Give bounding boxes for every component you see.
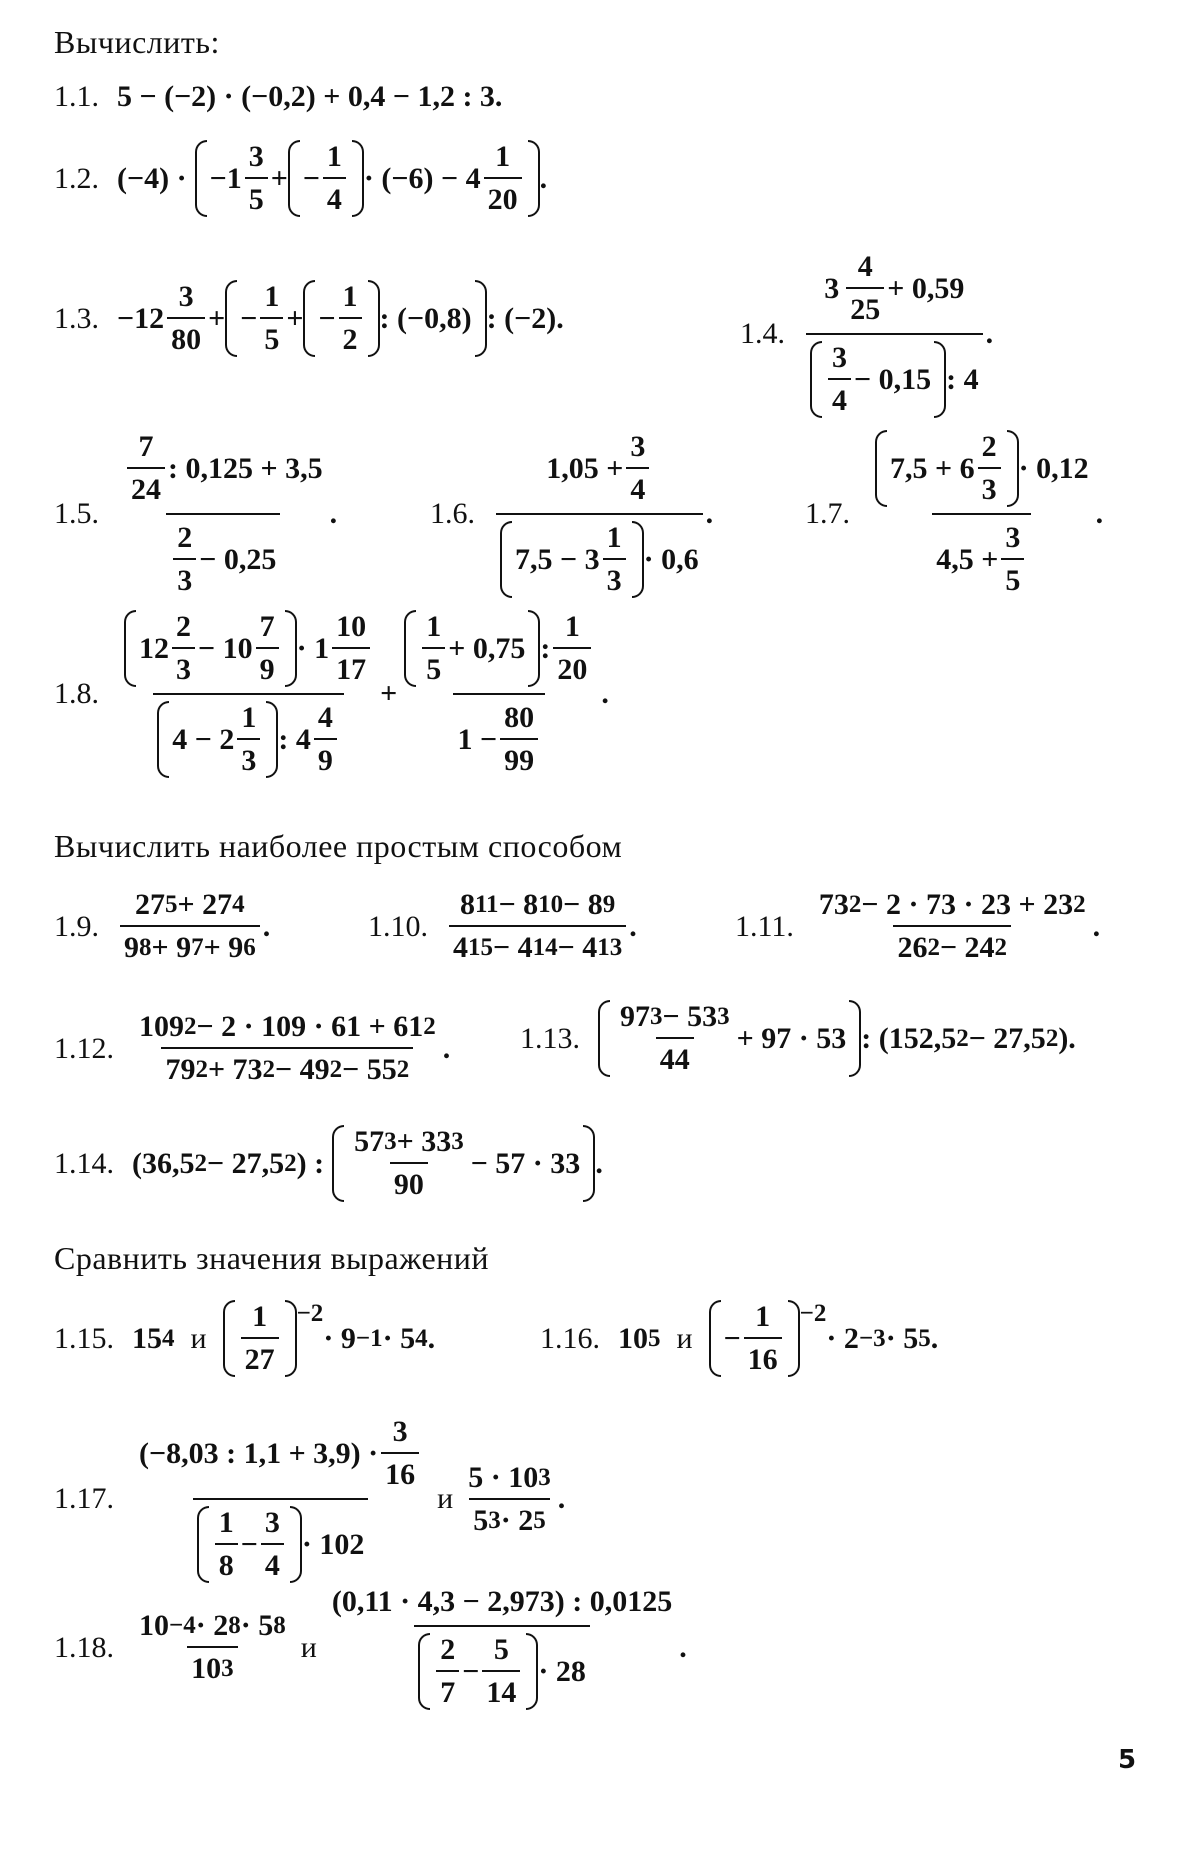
expression: 15 4 и $\frac{1}{27}$ $^{-2}$ · 9 $_{-1}$ · 5 4 .	[132, 1300, 436, 1376]
problem-number: 1.11.	[735, 909, 794, 943]
expression: 5 − (−2) · (−0,2) + 0,4 − 1,2 : 3.	[117, 80, 503, 113]
problem-number: 1.17.	[54, 1482, 114, 1515]
heading-simplest: Вычислить наиболее простым способом	[54, 828, 623, 864]
problem-1-12	[54, 1010, 450, 1087]
expression: $\frac{7}{24}$ : 0,125 + 3,5 $\frac{2}{3}$ − 0,25 .	[117, 430, 337, 598]
problem-number: 1.12.	[54, 1031, 114, 1065]
problem-1-16	[540, 1300, 938, 1377]
expression: 27 5 + 27 4 9 8 + 9 7 + 9 6 .	[117, 888, 270, 965]
problem-number: 1.1.	[54, 80, 99, 113]
problem-number: 1.2.	[54, 161, 99, 195]
expression: 109 2 − 2 · 109 · 61 + 61 2 79 2 + 73 2 − 49 2 − 55 2 .	[139, 1010, 451, 1086]
problem-number: 1.10.	[368, 909, 428, 943]
expression: 10 5 и − $\frac{1}{16}$ $^{-2}$ · 2 $_{-3}$ · 5 5 .	[618, 1300, 939, 1376]
problem-1-2	[54, 140, 547, 217]
expression: 8 11 − 8 10 − 8 9 4 15 − 4 14 − 4 13 .	[446, 888, 637, 965]
problem-1-15	[54, 1300, 435, 1377]
problem-1-7	[805, 430, 1103, 598]
expression: (−8,03 : 1,1 + 3,9) · $\frac{3}{16}$ $\frac{1}{8}$ − $\frac{3}{4}$ · 102 и 5 · 10 3 5 3 · 2 5 .	[139, 1415, 566, 1582]
problem-number: 1.14.	[54, 1146, 114, 1180]
problem-number: 1.4.	[740, 317, 785, 350]
expression: 12 $\frac{2}{3}$ − 10 $\frac{7}{9}$ · 1 $\frac{10}{17}$ 4 − 2 $\frac{1}{3}$ : 4 $\frac{4}{9}$ + $\frac{1}{5}$ + 0,75 : $\frac{1}{20}$ 1 − $\frac{80}{99}$ .	[117, 610, 609, 778]
expression: (36,5 2 − 27,5 2 ) : 57 3 + 33 3 90 − 57 · 33 .	[132, 1125, 603, 1201]
heading-compare: Сравнить значения выражений	[54, 1240, 490, 1276]
conjunction-word: и	[190, 1321, 207, 1355]
expression: 73 2 − 2 · 73 · 23 + 23 2 26 2 − 24 2 .	[818, 888, 1101, 964]
expression: 10 −4 · 2 8 · 5 8 10 3 и (0,11 · 4,3 − 2,973) : 0,0125 $\frac{2}{7}$ − $\frac{5}{14}$ · 28 .	[139, 1585, 687, 1709]
problem-1-13	[520, 1000, 1076, 1077]
conjunction-word: и	[300, 1630, 317, 1664]
conjunction-word: и	[676, 1321, 693, 1355]
problem-number: 1.13.	[520, 1021, 580, 1055]
problem-1-17	[54, 1415, 565, 1583]
page-number: 5	[1118, 1745, 1137, 1775]
expression: 3 $\frac{4}{25}$ + 0,59 $\frac{3}{4}$ − 0,15 : 4 .	[803, 250, 993, 418]
problem-1-9	[54, 888, 270, 965]
problem-1-6	[430, 430, 713, 598]
expression: 1,05 + $\frac{3}{4}$ 7,5 − 3 $\frac{1}{3}$ · 0,6 .	[493, 430, 713, 598]
problem-1-3	[54, 280, 564, 357]
problem-1-18	[54, 1585, 687, 1710]
expression: (−4) · −1 $\frac{3}{5}$ + − $\frac{1}{4}$ · (−6) − 4 $\frac{1}{20}$ .	[117, 140, 548, 216]
problem-number: 1.16.	[540, 1321, 600, 1355]
heading-compute: Вычислить:	[54, 24, 220, 60]
problem-number: 1.8.	[54, 677, 99, 710]
problem-1-5	[54, 430, 337, 598]
problem-1-8	[54, 610, 609, 778]
expression: 7,5 + 6 $\frac{2}{3}$ · 0,12 4,5 + $\frac{3}{5}$ .	[868, 430, 1103, 598]
problem-1-10	[368, 888, 637, 965]
problem-number: 1.6.	[430, 497, 475, 530]
problem-1-1	[54, 80, 502, 114]
conjunction-word: и	[437, 1482, 454, 1515]
problem-1-14	[54, 1125, 603, 1202]
problem-number: 1.18.	[54, 1630, 114, 1664]
expression: −12 $\frac{3}{80}$ + − $\frac{1}{5}$ + − $\frac{1}{2}$ : (−0,8) : (−2).	[117, 280, 564, 356]
problem-number: 1.5.	[54, 497, 99, 530]
expression: 97 3 − 53 3 44 + 97 · 53 : (152,5 2 − 27,5 2 ).	[598, 1000, 1076, 1077]
problem-number: 1.15.	[54, 1321, 114, 1355]
problem-1-11	[735, 888, 1100, 965]
problem-1-4	[740, 250, 993, 418]
problem-number: 1.3.	[54, 301, 99, 335]
problem-number: 1.7.	[805, 497, 850, 530]
problem-number: 1.9.	[54, 909, 99, 943]
